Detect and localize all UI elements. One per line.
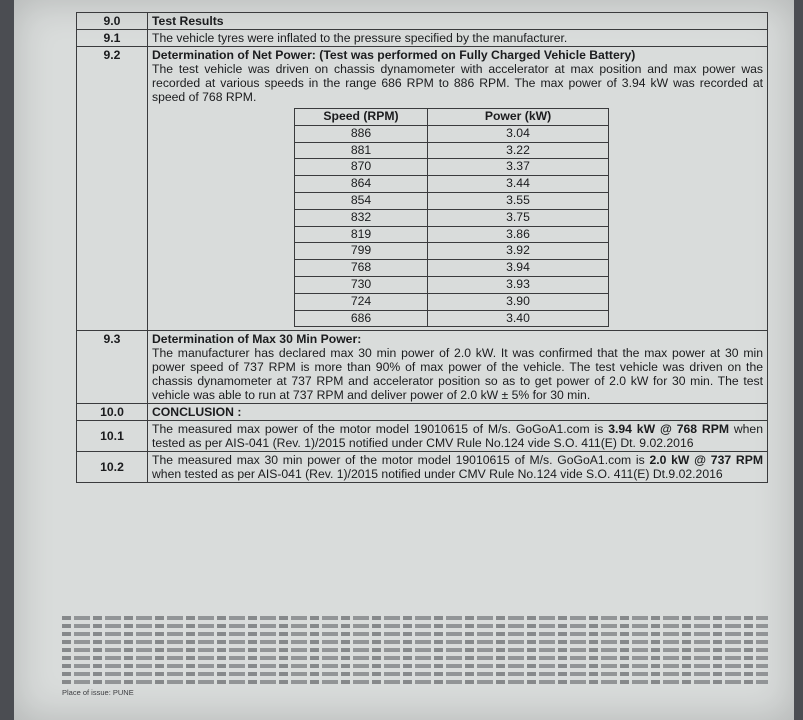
net-power-heading: [152, 48, 763, 62]
power-value: 3.90: [428, 293, 609, 310]
section-title: CONCLUSION :: [148, 404, 768, 421]
speed-value: 768: [295, 260, 428, 277]
speed-value: 686: [295, 310, 428, 327]
section-number: 9.1: [77, 30, 148, 47]
disclaimer-line: [62, 624, 768, 628]
table-row: [295, 276, 609, 293]
power-value: 3.86: [428, 226, 609, 243]
table-row: [295, 142, 609, 159]
speed-value: 881: [295, 142, 428, 159]
speed-power-table: [294, 108, 609, 327]
table-row-max: [295, 260, 609, 277]
table-row: [295, 310, 609, 327]
speed-value: 730: [295, 276, 428, 293]
section-number: 10.2: [77, 452, 148, 483]
row-9-1: [77, 30, 768, 47]
table-row: [295, 293, 609, 310]
power-value: 3.92: [428, 243, 609, 260]
power-value: 3.93: [428, 276, 609, 293]
table-row: [295, 209, 609, 226]
power-value: 3.40: [428, 310, 609, 327]
table-row: [295, 125, 609, 142]
speed-value: 799: [295, 243, 428, 260]
row-10-0: [77, 404, 768, 421]
speed-value: 864: [295, 176, 428, 193]
section-number: 9.3: [77, 331, 148, 404]
power-value: 3.44: [428, 176, 609, 193]
power-value: 3.94: [428, 260, 609, 277]
table-row: [295, 226, 609, 243]
speed-value: 832: [295, 209, 428, 226]
row-9-3: [77, 331, 768, 404]
power-value: 3.75: [428, 209, 609, 226]
speed-value: 724: [295, 293, 428, 310]
power-value: 3.22: [428, 142, 609, 159]
max-30-min-cell: [148, 331, 768, 404]
disclaimer-line: [62, 656, 768, 660]
section-number: 9.2: [77, 47, 148, 331]
power-value: 3.55: [428, 192, 609, 209]
disclaimer-line: [62, 640, 768, 644]
speed-value: 819: [295, 226, 428, 243]
disclaimer-line: [62, 616, 768, 620]
document-page: [14, 0, 794, 720]
row-9-2: [77, 47, 768, 331]
table-row: [295, 192, 609, 209]
speed-value: 870: [295, 159, 428, 176]
conclusion-value: 2.0 kW @ 737 RPM: [649, 453, 763, 468]
row-10-2: [77, 452, 768, 483]
power-value: 3.04: [428, 125, 609, 142]
section-title: Test Results: [148, 13, 768, 30]
disclaimer-line: [62, 672, 768, 676]
section-number: 10.1: [77, 421, 148, 452]
conclusion-text-c: when tested as per AIS-041 (Rev. 1)/2015 notified under CMV Rule No.124 vide S.O. 411(E) Dt. 9.02.2016: [152, 422, 763, 451]
disclaimer-line: [62, 664, 768, 668]
section-text: The test vehicle was driven on chassis dynamometer with accelerator at max position and max power was recorded at various speeds in the range 686 RPM to 886 RPM. The max power of 3.94 kW was recorded at speed of 768 RPM.: [152, 62, 763, 104]
net-power-cell: [148, 47, 768, 331]
table-row: [295, 159, 609, 176]
conclusion-text: [148, 452, 768, 483]
conclusion-text: [148, 421, 768, 452]
speed-value: 886: [295, 125, 428, 142]
section-title: Determination of Net Power:: [152, 48, 316, 62]
row-10-1: [77, 421, 768, 452]
power-value: 3.37: [428, 159, 609, 176]
conclusion-value: 3.94 kW @ 768 RPM: [608, 422, 729, 437]
conclusion-text-a: The measured max 30 min power of the motor model 19010615 of M/s. GoGoA1.com is: [152, 453, 650, 468]
speed-header: Speed (RPM): [295, 109, 428, 126]
section-text: The manufacturer has declared max 30 min power of 2.0 kW. It was confirmed that the max power at 30 min power speed of 737 RPM is more than 90% of max power of the vehicle. The test vehicle was driven on the chassis dynamometer at 737 RPM and accelerator position so as to get power of 2.0 kW for 30 min. The test vehicle was able to run at 737 RPM and deliver power of 2.0 kW ± 5% for 30 min.: [152, 346, 763, 403]
disclaimer-line: [62, 632, 768, 636]
section-number: 10.0: [77, 404, 148, 421]
disclaimer-line: [62, 680, 768, 684]
conclusion-text-c: when tested as per AIS-041 (Rev. 1)/2015 notified under CMV Rule No.124 vide S.O. 411(E) Dt.9.02.2016: [152, 467, 723, 482]
section-title: Determination of Max 30 Min Power:: [152, 332, 362, 347]
section-title-note: (Test was performed on Fully Charged Vehicle Battery): [319, 48, 636, 62]
table-row: [295, 176, 609, 193]
conclusion-text-a: The measured max power of the motor model 19010615 of M/s. GoGoA1.com is: [152, 422, 609, 437]
power-header: Power (kW): [428, 109, 609, 126]
disclaimer-line: [62, 648, 768, 652]
row-9-0: [77, 13, 768, 30]
speed-value: 854: [295, 192, 428, 209]
place-of-issue: Place of issue: PUNE: [62, 688, 134, 697]
table-row: [295, 243, 609, 260]
test-report-table: [76, 12, 768, 483]
section-number: 9.0: [77, 13, 148, 30]
disclaimer-footer: [62, 612, 768, 697]
section-text: The vehicle tyres were inflated to the pressure specified by the manufacturer.: [148, 30, 768, 47]
